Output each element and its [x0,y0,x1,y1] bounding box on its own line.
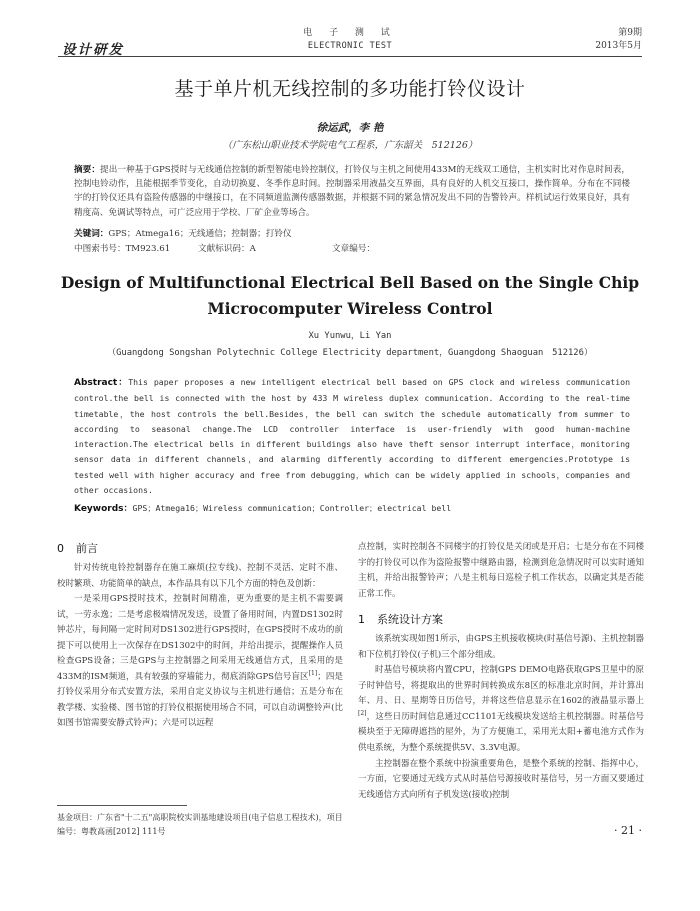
classification-cn [74,242,375,254]
body-column-right [358,540,644,803]
citation-ref: [2] [358,710,367,718]
section-heading-introduction [57,540,343,557]
footnote-rule [57,805,187,806]
footnote-funding: 基金项目：广东省"十二五"高职院校实训基地建设项目(电子信息工程技术)，项目编号：粤教高函[2012] 111号 [57,813,343,836]
paragraph: 主控制器在整个系统中扮演重要角色，是整个系统的控制、指挥中心，一方面，它要通过无线方式从时基信号源接收时基信号，另一方面又要通过无线通信方式向所有子机发送(接收)控制 [358,758,644,800]
paragraph: 针对传统电铃控制器存在施工麻烦(拉专线)、控制不灵活、定时不准、校时繁琐、功能简单的缺点，本作品具有以下几个方面的特色及创新： [57,563,343,589]
page-number: · 21 · [614,824,642,837]
keywords-cn-label: 关键词： [74,229,109,239]
abstract-cn [74,163,630,220]
abstract-cn-label: 摘要： [74,165,101,175]
issue-date: 2013年5月 [595,41,642,51]
paragraph-text: ；四是打铃仪采用分布式安置方法，采用自定义协议与主机进行通信；五是分布在教学楼、实验楼、图书馆的打铃仪根据使用场合不同，可以自动调整铃声(比如图书馆需要安静式铃声)；六是可以远程 [57,671,343,729]
paragraph-text: 时基信号模块将内置CPU，控制GPS DEMO电路获取GPS卫星中的原子时钟信号，将提取出的世界时间转换成东8区的标准北京时间，并计算出年、月、日、星期等日历信号，并将这些信息显示在1602的液晶显示器上 [358,665,644,707]
keywords-cn [74,227,292,239]
header-rule [58,56,642,57]
header-issue-info [595,27,642,53]
abstract-en [74,375,630,498]
article-number: 文章编号： [332,244,375,254]
authors-en: Xu Yunwu，Li Yan [308,331,392,341]
paragraph: 该系统实现如图1所示，由GPS主机接收模块(时基信号源)、主机控制器和下位机打铃仪(子机)三个部分组成。 [358,634,644,660]
paragraph [358,663,644,756]
section-title: 前言 [76,542,98,555]
paragraph-text: 一是采用GPS授时技术，控制时间精准，更为重要的是主机不需要调试，一劳永逸；二是考虑极端情况发送，设置了备用时间，内置DS1302时钟芯片，每间隔一定时间对DS1302进行GPS授时，在GPS授时不成功的前提下可以使用上一次保存在DS1302中的时间，并给出提示，提醒操作人员检查GPS设备；三是GPS与主控制器之间采用无线通信方式，且采用的是433M的ISM频道，具有较强的穿墙能力，彻底消除GPS信号盲区 [57,594,343,682]
paragraph-text: ，这些日历时间信息通过CC1101无线模块发送给主机控制器。时基信号模块至于无障碍遮挡的屋外，为了方便施工，采用光太阳+蓄电池方式作为供电系统，为整个系统提供5V、3.3V电源。 [358,711,644,754]
issue-number: 第9期 [618,28,642,38]
paragraph [57,592,343,732]
body-column-left [57,540,343,732]
section-number: 1 [358,613,365,627]
section-title: 系统设计方案 [377,613,443,627]
keywords-en-text: GPS；Atmega16；Wireless communication；Controller；electrical bell [132,503,452,513]
affiliation-en: （Guangdong Songshan Polytechnic College Electricity department，Guangdong Shaoguan 512126） [107,348,593,358]
section-number: 0 [57,542,64,555]
affiliation-cn: （广东松山职业技术学院电气工程系，广东韶关 512126） [222,140,478,151]
keywords-en-label: Keywords： [74,504,133,514]
document-code: 文献标识码：A [198,244,256,254]
clc-number: 中图索书号：TM923.61 [74,244,171,254]
paragraph-continuation: 点控制，实时控制各不同楼宇的打铃仪是关闭或是开启；七是分布在不同楼宇的打铃仪可以作为盗险报警中继路由器，检测到危急情况时可以实时通知主机，并给出报警铃声；八是主机每日巡检子机工作状态，以确定其是否能正常工作。 [358,542,644,599]
citation-ref: [1] [308,670,318,677]
journal-name-cn: 电 子 测 试 [303,28,397,38]
header-journal [250,27,450,53]
title-en: Design of Multifunctional Electrical Bell Based on the Single Chip Microcomputer Wireless Control [60,273,640,318]
abstract-en-text: This paper proposes a new intelligent electrical bell based on GPS clock and wireless communication control.the bell is connected with the host by 433 M wireless duplex communication. According to the real-time timetable，the host controls the bell.Besides，the bell can switch the schedule automatically from summer to according to seasonal change.The LCD controller interface is user-friendly with good human-machine interaction.The electrical bells in different buildings also have theft sensor interrupt interface，monitoring sensor data in different channels，and alarming differently according to different emergencies.Prototype is tested well with higher accuracy and free from debugging，which can be widely applied in schools，companies and other occasions. [74,377,631,496]
abstract-en-label: Abstract： [74,378,129,388]
title-cn: 基于单片机无线控制的多功能打铃仪设计 [174,78,526,100]
section-heading-design [358,611,644,628]
keywords-en [74,501,451,514]
abstract-cn-text: 提出一种基于GPS授时与无线通信控制的新型智能电铃控制仪，打铃仪与主机之间使用433M的无线双工通信，主机实时比对作息时间表，控制电铃动作，且能根据季节变化，自动切换夏、冬季作息时间。控制器采用液晶交互界面，具有良好的人机交互接口，操作简单。分布在不同楼宇的打铃仪还具有盗险传感器的中继接口，在不同频道监测传感器数据，并根据不同的紧急情况发出不同的告警铃声。样机试运行效果良好，具有精度高、免调试等特点，可广泛应用于学校、厂矿企业等场合。 [74,165,630,218]
journal-name-en: ELECTRONIC TEST [307,41,393,51]
header-section-label: 设计研发 [62,42,124,58]
keywords-cn-text: GPS；Atmega16；无线通信；控制器；打铃仪 [108,229,292,239]
authors-cn: 徐运武，李 艳 [316,122,384,134]
